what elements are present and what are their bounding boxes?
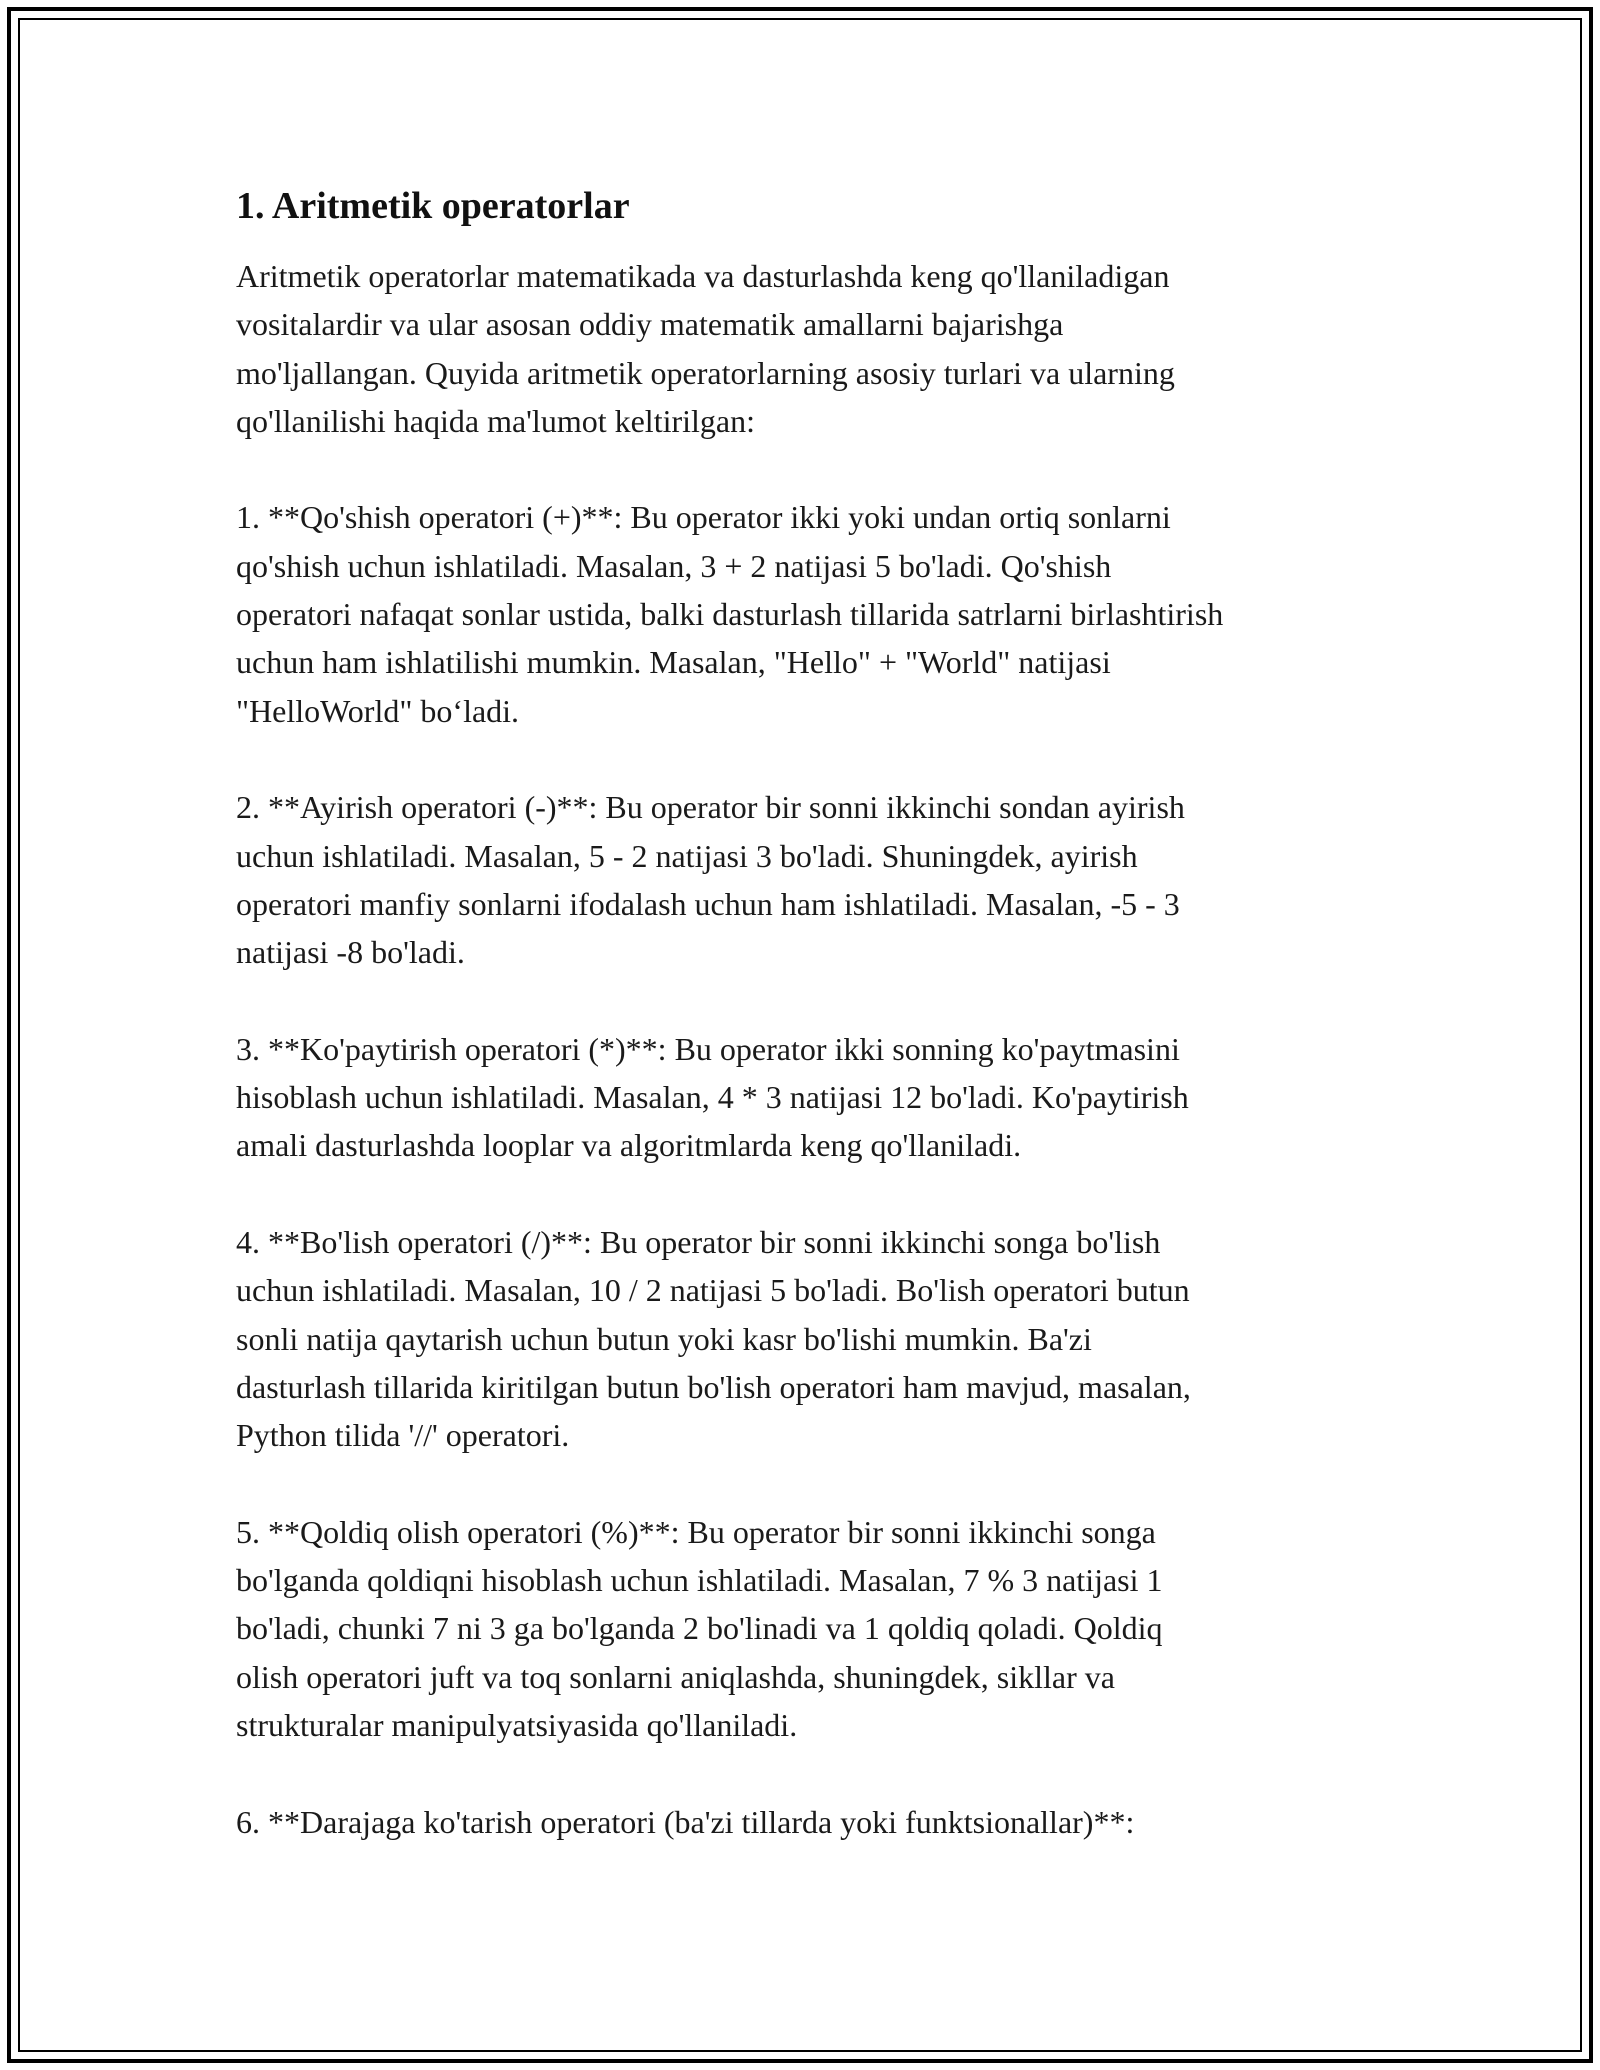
division-operator-paragraph: 4. **Bo'lish operatori (/)**: Bu operator bir sonni ikkinchi songa bo'lish uchun ishlatiladi. Masalan, 10 / 2 natijasi 5 bo'ladi. Bo'lish operatori butun sonli natija qaytarish uchun butun yoki kasr bo'lishi mumkin. Ba'zi dasturlash tillarida kiritilgan butun bo'lish operatori ham mavjud, masalan, Python tilida '//' operatori. [236, 1223, 1191, 1454]
subtraction-operator-paragraph: 2. **Ayirish operatori (-)**: Bu operator bir sonni ikkinchi sondan ayirish uchun ishlatiladi. Masalan, 5 - 2 natijasi 3 bo'ladi. Shuningdek, ayirish operatori manfiy sonlarni ifodalash uchun ham ishlatiladi. Masalan, -5 - 3 natijasi -8 bo'ladi. [236, 789, 1185, 971]
addition-operator-paragraph: 1. **Qo'shish operatori (+)**: Bu operator ikki yoki undan ortiq sonlarni qo'shish uchun ishlatiladi. Masalan, 3 + 2 natijasi 5 bo'ladi. Qo'shish operatori nafaqat sonlar ustida, balki dasturlash tillarida satrlarni birlashtirish uchun ham ishlatilishi mumkin. Masalan, "Hello" + "World" natijasi "HelloWorld" bo‘ladi. [236, 499, 1224, 729]
intro-paragraph: Aritmetik operatorlar matematikada va dasturlashda keng qo'llaniladigan vositalardir va ular asosan oddiy matematik amallarni bajarishga mo'ljallangan. Quyida aritmetik operatorlarning asosiy turlari va ularning qo'llanilishi haqida ma'lumot keltirilgan: [236, 258, 1175, 439]
document-body [236, 182, 1376, 1846]
section-title: 1. Aritmetik operatorlar [236, 185, 630, 227]
modulo-operator-paragraph: 5. **Qoldiq olish operatori (%)**: Bu operator bir sonni ikkinchi songa bo'lganda qoldiqni hisoblash uchun ishlatiladi. Masalan, 7 % 3 natijasi 1 bo'ladi, chunki 7 ni 3 ga bo'lganda 2 bo'linadi va 1 qoldiq qoladi. Qoldiq olish operatori juft va toq sonlarni aniqlashda, shuningdek, sikllar va strukturalar manipulyatsiyasida qo'llaniladi. [236, 1513, 1163, 1743]
multiplication-operator-paragraph: 3. **Ko'paytirish operatori (*)**: Bu operator ikki sonning ko'paytmasini hisoblash uchun ishlatiladi. Masalan, 4 * 3 natijasi 12 bo'ladi. Ko'paytirish amali dasturlashda looplar va algoritmlarda keng qo'llaniladi. [236, 1030, 1189, 1164]
exponent-operator-paragraph: 6. **Darajaga ko'tarish operatori (ba'zi tillarda yoki funktsionallar)**: [236, 1803, 1135, 1840]
